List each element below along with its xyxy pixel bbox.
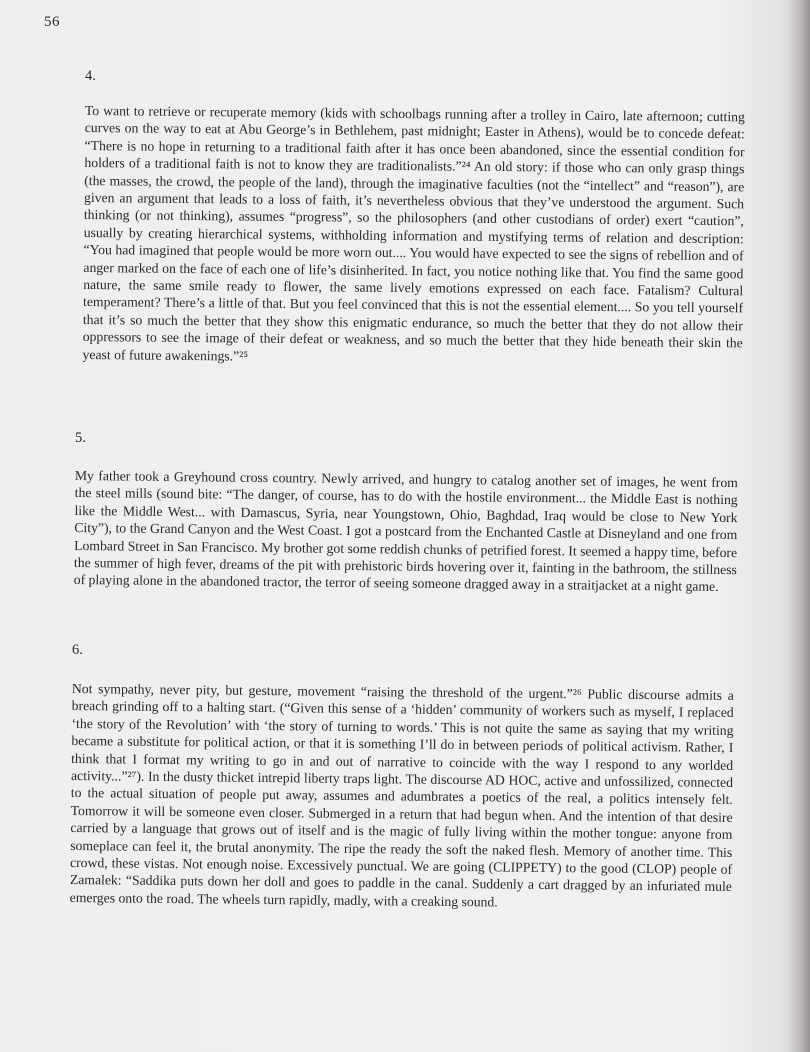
section-4-paragraph: To want to retrieve or recuperate memory (kids with schoolbags running after a trolley in Cairo, late afternoon; cutting curves on the way to eat at Abu George’s in Bethlehem, past midnight; Easter in Athens), would be to concede defeat: “There is no hope in returning to a traditional faith after it has once been abandoned, since the essential condition for holders of a traditional faith is not to know they are traditionalists.”²⁴ An old story: if those who can only grasp things (the masses, the crowd, the people of the land), through the imaginative faculties (not the “intellect” and “reason”), are given an argument that leads to a loss of faith, it’s nevertheless obvious that they’ve understood the argument. Such thinking (or not thinking), assumes “progress”, so the philosophers (and other custodians of order) exert “caution”, usually by creating hierarchical systems, withholding information and mystifying terms of relation and description: “You had imagined that people would be more worn out.... You would have expected to see the signs of rebellion and of anger marked on the face of each one of life’s disinherited. In fact, you notice nothing like that. You find the same good nature, the same smile ready to flower, the same lively emotions expressed on each face. Fatalism? Cultural temperament? There’s a little of that. But you feel convinced that this is not the essential element.... So you tell yourself that it’s so much the better that they show this enigmatic endurance, so much the better that they do not allow their oppressors to see the image of their defeat or weakness, and so much the better that they hide beneath their skin the yeast of future awakenings.”²⁵ (82, 102, 745, 364)
section-5-paragraph: My father took a Greyhound cross country. Newly arrived, and hungry to catalog another set of images, he went from the steel mills (sound bite: “The danger, of course, has to do with the hostile environment... the Middle East is nothing like the Middle West... with Damascus, Syria, near Youngstown, Ohio, Baghdad, Iraq would be close to New York City”), to the Grand Canyon and the West Coast. I got a postcard from the Enchanted Castle at Disneyland and one from Lombard Street in San Francisco. My brother got some reddish chunks of petrified forest. It seemed a happy time, before the summer of high fever, dreams of the pit with prehistoric birds hovering over it, fainting in the bathroom, the stillness of playing alone in the abandoned tractor, the terror of seeing someone dragged away in a straitjacket at a night game. (73, 467, 738, 595)
section-number-5: 5. (75, 430, 86, 446)
page-number: 56 (44, 14, 60, 30)
section-number-4: 4. (85, 68, 96, 84)
section-6-paragraph: Not sympathy, never pity, but gesture, movement “raising the threshold of the urgent.”²⁶ Public discourse admits a breach grinding off to a halting start. (“Given this sense of a ‘hidden’ community of workers such as myself, I replaced ‘the story of the Revolution’ with ‘the story of turning to words.’ This is not quite the same as saying that my writing became a substitute for political action, or that it is something I’ll do in between periods of political activism. Rather, I think that I format my writing to go in and out of narrative to coincide with the way I respond to any worlded activity...”²⁷). In the dusty thicket intrepid liberty traps light. The discourse AD HOC, active and unfossilized, connected to the actual situation of people put away, assumes and adumbrates a poetics of the real, a politics intensely felt. Tomorrow it will be someone even closer. Submerged in a return that had begun when. And the intention of that desire carried by a language that grows out of itself and is the magic of fully living within the mother tongue: anyone from someplace can feel it, the brutal anonymity. The ripe the ready the soft the naked flesh. Memory of another time. This crowd, these vistas. Not enough noise. Excessively punctual. We are going (CLIPPETY) to the good (CLOP) people of Zamalek: “Saddika puts down her doll and goes to paddle in the canal. Suddenly a cart dragged by an infuriated mule emerges onto the road. The wheels turn rapidly, madly, with a creaking sound. (69, 680, 734, 910)
section-number-6: 6. (72, 642, 83, 658)
page-spine-shadow (788, 0, 810, 1052)
